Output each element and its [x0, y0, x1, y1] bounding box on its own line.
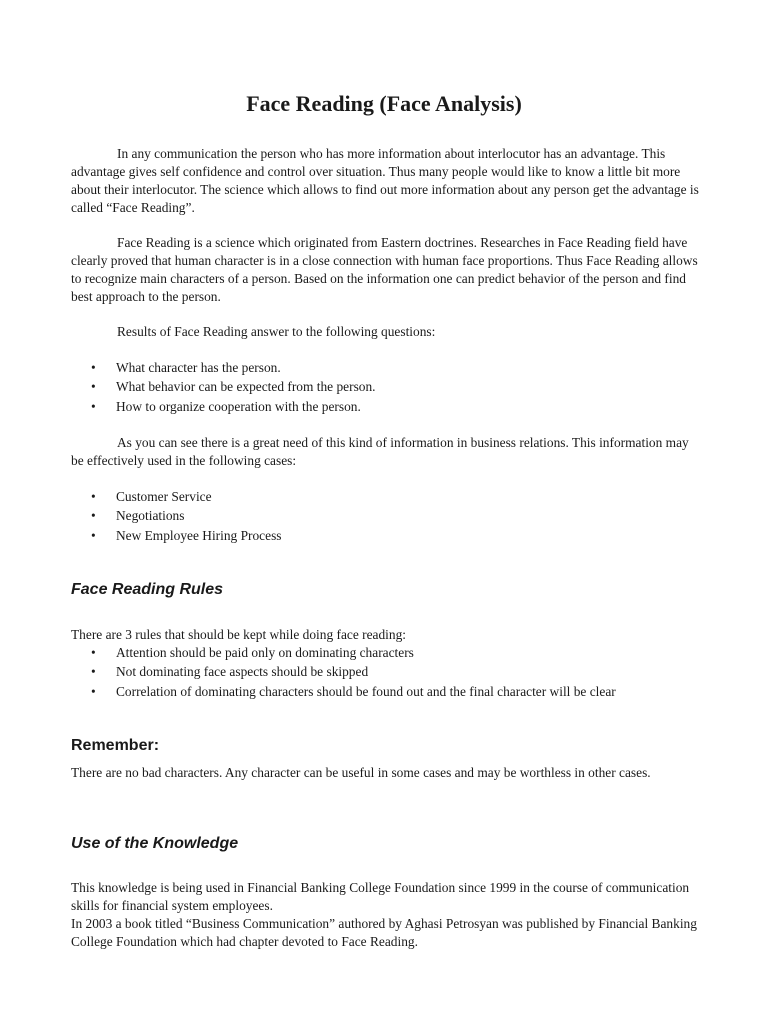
list-item: • What behavior can be expected from the person. — [71, 377, 711, 396]
list-item: • Not dominating face aspects should be skipped — [71, 662, 711, 681]
bullet-icon: • — [91, 683, 96, 699]
bullet-icon: • — [91, 489, 96, 504]
list-item: • Negotiations — [71, 506, 711, 525]
list-item: • How to organize cooperation with the person. — [71, 397, 711, 416]
bullet-icon: • — [91, 645, 96, 660]
section-heading-knowledge: Use of the Knowledge — [71, 835, 239, 852]
knowledge-paragraph-1: This knowledge is being used in Financial Banking College Foundation since 1999 in the course of communication skills for financial system employees. — [71, 880, 690, 913]
bullet-icon: • — [91, 508, 96, 524]
rules-lead: There are 3 rules that should be kept while doing face reading: — [71, 627, 407, 642]
intro-paragraph-4: As you can see there is a great need of this kind of information in business relations. This information may be effectively used in the following cases: — [71, 435, 689, 468]
list-item: • New Employee Hiring Process — [71, 526, 711, 545]
rules-list — [71, 643, 711, 701]
knowledge-paragraph-2: In 2003 a book titled “Business Communication” authored by Aghasi Petrosyan was published by Financial Banking College Foundation which had chapter devoted to Face Reading. — [71, 916, 697, 949]
bullet-icon: • — [91, 360, 96, 375]
list-item: • What character has the person. — [71, 358, 711, 377]
intro-paragraph-3: Results of Face Reading answer to the following questions: — [117, 324, 436, 339]
bullet-icon: • — [91, 398, 96, 414]
bullet-icon: • — [91, 379, 96, 395]
list-item: • Attention should be paid only on dominating characters — [71, 643, 711, 662]
questions-list — [71, 358, 711, 416]
cases-list — [71, 487, 711, 545]
intro-paragraph-1: In any communication the person who has more information about interlocutor has an advantage. This advantage gives self confidence and control over situation. Thus many people would like to know a little bit more about their interlocutor. The science which allows to find out more information about any person get the advantage is called “Face Reading”. — [71, 146, 699, 215]
remember-text: There are no bad characters. Any character can be useful in some cases and may be worthless in other cases. — [71, 765, 651, 780]
section-heading-rules: Face Reading Rules — [71, 581, 224, 598]
list-item: • Correlation of dominating characters should be found out and the final character will be clear — [71, 682, 711, 701]
bullet-icon: • — [91, 664, 96, 680]
page-title: Face Reading (Face Analysis) — [246, 91, 522, 116]
bullet-icon: • — [91, 527, 96, 543]
section-heading-remember: Remember: — [71, 737, 160, 754]
intro-paragraph-2: Face Reading is a science which originated from Eastern doctrines. Researches in Face Reading field have clearly proved that human character is in a close connection with human face proportions. Thus Face Reading allows to recognize main characters of a person. Based on the information one can predict behavior of the person and find best approach to the person. — [71, 235, 698, 304]
list-item: • Customer Service — [71, 487, 711, 506]
